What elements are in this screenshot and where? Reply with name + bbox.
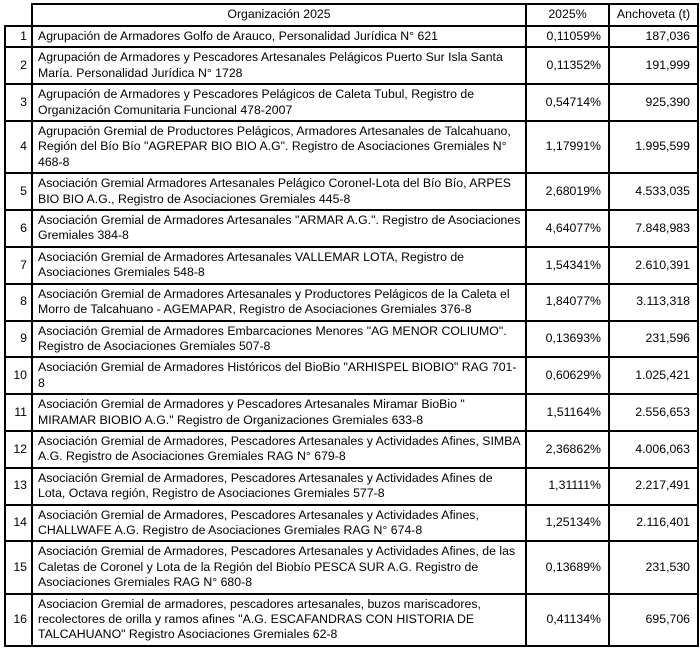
anchoveta-tonnage: 2.116,401 <box>609 505 698 542</box>
anchoveta-tonnage: 4.533,035 <box>609 173 698 210</box>
percent-2025: 0,13689% <box>526 541 609 593</box>
table-row <box>5 594 698 646</box>
organization-name: Asociación Gremial de Armadores, Pescadores Artesanales y Actividades Afines de Lota, Octava región, Registro de Asociaciones Gremiales 577-8 <box>32 468 526 505</box>
anchoveta-tonnage: 7.848,983 <box>609 210 698 247</box>
anchoveta-tonnage: 231,530 <box>609 541 698 593</box>
anchoveta-tonnage: 1.025,421 <box>609 357 698 394</box>
row-number: 14 <box>5 505 32 542</box>
organization-name: Agrupación de Armadores Golfo de Arauco, Personalidad Jurídica N° 621 <box>32 26 526 47</box>
row-number: 6 <box>5 210 32 247</box>
table-row <box>5 121 698 173</box>
anchoveta-tonnage: 2.556,653 <box>609 394 698 431</box>
organization-name: Asociacion Gremial de armadores, pescadores artesanales, buzos mariscadores, recolectores de orilla y ramos afines "A.G. ESCAFANDRAS CON HISTORIA DE TALCAHUANO" Registro Asociaciones Gremiales 62-8 <box>32 594 526 646</box>
row-number: 12 <box>5 431 32 468</box>
anchoveta-tonnage: 2.217,491 <box>609 468 698 505</box>
table-row <box>5 505 698 542</box>
row-number: 7 <box>5 247 32 284</box>
table-row <box>5 247 698 284</box>
row-number: 8 <box>5 284 32 321</box>
organization-name: Asociación Gremial de Armadores Embarcaciones Menores "AG MENOR COLIUMO". Registro de Asociaciones Gremiales 507-8 <box>32 321 526 358</box>
percent-2025: 0,11352% <box>526 47 609 84</box>
percent-2025: 1,17991% <box>526 121 609 173</box>
quota-allocation-table <box>4 3 699 647</box>
table-row <box>5 210 698 247</box>
table-row <box>5 394 698 431</box>
anchoveta-tonnage: 2.610,391 <box>609 247 698 284</box>
table-row <box>5 321 698 358</box>
organization-name: Asociación Gremial de Armadores, Pescadores Artesanales y Actividades Afines, CHALLWAFE A.G. Registro de Asociaciones Gremiales RAG N° 674-8 <box>32 505 526 542</box>
row-number: 9 <box>5 321 32 358</box>
table-row <box>5 26 698 47</box>
row-number: 15 <box>5 541 32 593</box>
table-row <box>5 468 698 505</box>
row-number: 4 <box>5 121 32 173</box>
organization-name: Asociación Gremial Armadores Artesanales Pelágico Coronel-Lota del Bío Bío, ARPES BIO BIO A.G., Registro de Asociaciones Gremiales 445-8 <box>32 173 526 210</box>
anchoveta-tonnage: 4.006,063 <box>609 431 698 468</box>
row-number: 13 <box>5 468 32 505</box>
percent-2025: 1,25134% <box>526 505 609 542</box>
organization-name: Agrupación de Armadores y Pescadores Pelágicos de Caleta Tubul, Registro de Organización Comunitaria Funcional 478-2007 <box>32 84 526 121</box>
anchoveta-tonnage: 231,596 <box>609 321 698 358</box>
anchoveta-tonnage: 925,390 <box>609 84 698 121</box>
percent-2025: 0,13693% <box>526 321 609 358</box>
row-number: 10 <box>5 357 32 394</box>
table-row <box>5 84 698 121</box>
anchoveta-tonnage: 1.995,599 <box>609 121 698 173</box>
row-number: 5 <box>5 173 32 210</box>
row-number: 2 <box>5 47 32 84</box>
organization-name: Asociación Gremial de Armadores, Pescadores Artesanales y Actividades Afines, SIMBA A.G. Registro de Asociaciones Gremiales RAG N° 679-8 <box>32 431 526 468</box>
table-row <box>5 431 698 468</box>
organization-name: Asociación Gremial de Armadores, Pescadores Artesanales y Actividades Afines, de las Caletas de Coronel y Lota de la Región del Biobío PESCA SUR A.G. Registro de Asociaciones Gremiales RAG N° 680-8 <box>32 541 526 593</box>
anchoveta-tonnage: 187,036 <box>609 26 698 47</box>
organization-name: Agrupación de Armadores y Pescadores Artesanales Pelágicos Puerto Sur Isla Santa María. Personalidad Jurídica N° 1728 <box>32 47 526 84</box>
corner-cell <box>5 4 32 26</box>
organization-name: Asociación Gremial de Armadores Artesanales VALLEMAR LOTA, Registro de Asociaciones Gremiales 548-8 <box>32 247 526 284</box>
row-number: 3 <box>5 84 32 121</box>
percent-2025: 4,64077% <box>526 210 609 247</box>
row-number: 11 <box>5 394 32 431</box>
percent-2025: 0,41134% <box>526 594 609 646</box>
anchoveta-tonnage: 695,706 <box>609 594 698 646</box>
col-header-anchoveta: Anchoveta (t) <box>609 4 698 26</box>
percent-2025: 0,54714% <box>526 84 609 121</box>
anchoveta-tonnage: 191,999 <box>609 47 698 84</box>
organization-name: Asociación Gremial de Armadores Históricos del BioBio "ARHISPEL BIOBIO" RAG 701-8 <box>32 357 526 394</box>
organization-name: Asociación Gremial de Armadores Artesanales "ARMAR A.G.". Registro de Asociaciones Gremiales 384-8 <box>32 210 526 247</box>
organization-name: Asociación Gremial de Armadores y Pescadores Artesanales Miramar BioBio " MIRAMAR BIOBIO A.G." Registro de Organizaciones Gremiales 633-8 <box>32 394 526 431</box>
percent-2025: 2,68019% <box>526 173 609 210</box>
percent-2025: 1,31111% <box>526 468 609 505</box>
table-row <box>5 47 698 84</box>
row-number: 16 <box>5 594 32 646</box>
col-header-percent: 2025% <box>526 4 609 26</box>
table-row <box>5 173 698 210</box>
percent-2025: 1,51164% <box>526 394 609 431</box>
anchoveta-tonnage: 3.113,318 <box>609 284 698 321</box>
organization-name: Asociación Gremial de Armadores Artesanales y Productores Pelágicos de la Caleta el Morro de Talcahuano - AGEMAPAR, Registro de Asociaciones Gremiales 376-8 <box>32 284 526 321</box>
row-number: 1 <box>5 26 32 47</box>
header-row <box>5 4 698 26</box>
percent-2025: 0,11059% <box>526 26 609 47</box>
table-row <box>5 357 698 394</box>
table-body <box>5 26 698 646</box>
percent-2025: 1,54341% <box>526 247 609 284</box>
table-row <box>5 541 698 593</box>
organization-name: Agrupación Gremial de Productores Pelágicos, Armadores Artesanales de Talcahuano, Región del Bío Bío "AGREPAR BIO BIO A.G". Registro de Asociaciones Gremiales N° 468-8 <box>32 121 526 173</box>
col-header-organization: Organización 2025 <box>32 4 526 26</box>
percent-2025: 0,60629% <box>526 357 609 394</box>
percent-2025: 2,36862% <box>526 431 609 468</box>
table-row <box>5 284 698 321</box>
percent-2025: 1,84077% <box>526 284 609 321</box>
